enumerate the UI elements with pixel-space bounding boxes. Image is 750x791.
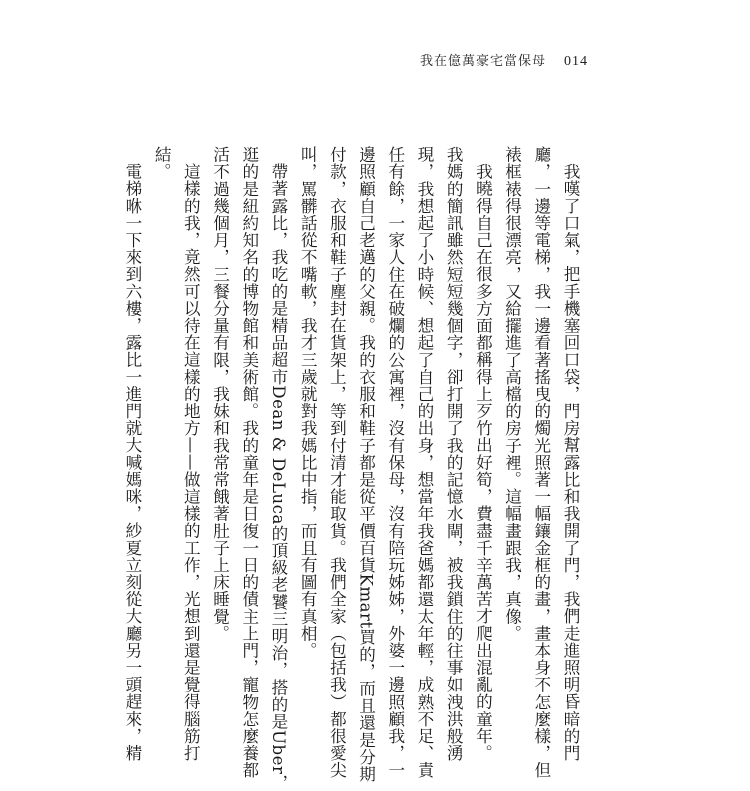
text-column: 帶著露比，我吃的是精品超市Dean & DeLuca的頂級老饕三明治，搭的是Uber， (268, 162, 288, 791)
text-column: 我媽的簡訊雖然短短幾個字，卻打開了我的記憶水閘，被我鎖住的往事如洩洪般湧 (444, 146, 464, 762)
text-column: 電梯咻一下來到六樓，露比一進門就大喊媽咪，紗夏立刻從大廳另一頭趕來，精 (122, 162, 142, 762)
body-text (118, 146, 585, 791)
text-column: 廳，一邊等電梯，我一邊看著搖曳的燭光照著一幅鑲金框的畫，畫本身不怎麼樣，但 (531, 146, 551, 779)
text-column: 現，我想起了小時候、想起了自己的出身，想當年我爸媽都還太年輕，成熟不足、責 (414, 146, 434, 779)
text-column: 任有餘，一家人住在破爛的公寓裡，沒有保母，沒有陪玩姊姊，外婆一邊照顧我，一 (385, 146, 405, 779)
page-header (420, 50, 588, 70)
text-column: 裱框裱得很漂亮，又給擺進了高檔的房子裡。這幅畫跟我，真像。 (502, 146, 522, 642)
text-column: 結。 (152, 146, 172, 181)
running-title: 我在億萬豪宅當保母 (419, 54, 546, 69)
text-column: 我嘆了口氣，把手機塞回口袋，門房幫露比和我開了門，我們走進照明昏暗的門 (561, 162, 580, 762)
page-number: 014 (564, 54, 588, 69)
text-column: 我曉得自己在很多方面都稱得上歹竹出好筍，費盡千辛萬苦才爬出混亂的童年。 (473, 162, 493, 762)
text-column: 邊照顧自己老邁的父親。我的衣服和鞋子都是從平價百貨Kmart買的，而且還是分期 (356, 146, 376, 783)
text-column: 叫，罵髒話從不嘴軟，我才三歲就對我媽比中指，而且有圖有真相。 (298, 146, 318, 659)
text-column: 這樣的我，竟然可以待在這樣的地方——做這樣的工作，光想到還是覺得腦筋打 (181, 162, 201, 762)
text-column: 逛的是紐約知名的博物館和美術館。我的童年是日復一日的債主上門，寵物怎麼養都 (239, 146, 259, 779)
text-column: 活不過幾個月，三餐分量有限，我妹和我常常餓著肚子上床睡覺。 (210, 146, 230, 642)
text-column: 付款，衣服和鞋子塵封在貨架上，等到付清才能取貨。我們全家（包括我）都很愛尖 (327, 146, 347, 779)
